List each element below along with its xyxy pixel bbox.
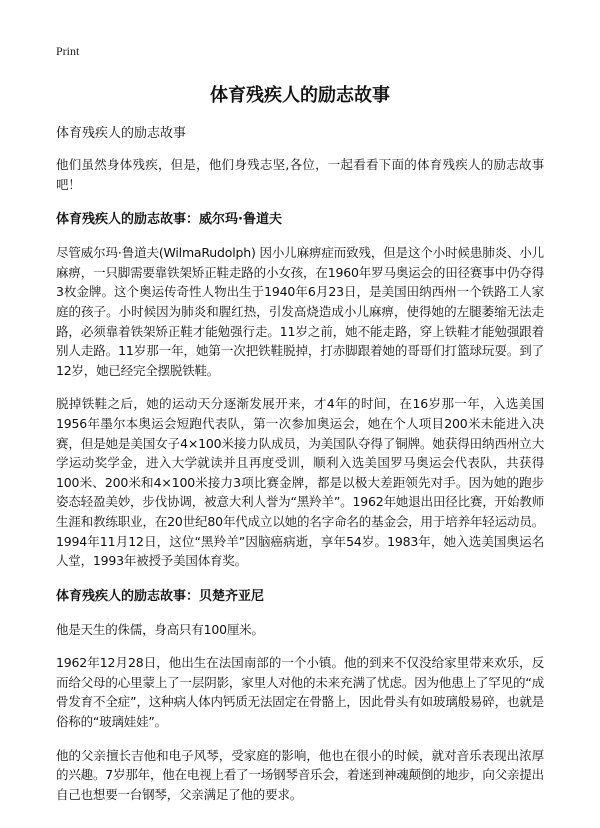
article-subtitle: 体育残疾人的励志故事 xyxy=(56,126,187,141)
section-heading-wilma: 体育残疾人的励志故事：威尔玛·鲁道夫 xyxy=(56,212,282,228)
article-intro: 他们虽然身体残疾，但是，他们身残志坚,各位，一起看看下面的体育残疾人的励志故事吧！ xyxy=(56,157,544,192)
section-heading-petrucciani: 体育残疾人的励志故事：贝楚齐亚尼 xyxy=(56,588,265,604)
page-title: 体育残疾人的励志故事 xyxy=(210,85,390,106)
paragraph: 他的父亲擅长吉他和电子风琴，受家庭的影响，他也在很小的时候，就对音乐表现出浓厚的兴趣。7岁那年，他在电视上看了一场钢琴音乐会，着迷到神魂颠倒的地步，向父亲提出自己也想要一台钢琴，父亲满足了他的要求。 xyxy=(56,747,544,802)
print-link[interactable]: Print xyxy=(56,44,80,58)
paragraph: 脱掉铁鞋之后，她的运动天分逐渐发展开来，才4年的时间，在16岁那一年，入选美国1956年墨尔本奥运会短跑代表队，第一次参加奥运会，她在个人项目200米未能进入决赛，但是她是美国女子4×100米接力队成员，为美国队夺得了铜牌。她获得田纳西州立大学运动奖学金，进入大学就读并且再度受训，顺利入选美国罗马奥运会代表队，共获得100米、200米和4×100米接力3项比赛金牌，都是以极大差距领先对手。因为她的跑步姿态轻盈美妙，步伐协调，被意大利人誉为“黑羚羊”。1962年她退出田径比赛，开始教师生涯和教练职业，在20世纪80年代成立以她的名字命名的基金会，用于培养年轻运动员。1994年11月12日，这位“黑羚羊”因脑癌病逝，享年54岁。1983年，她入选美国奥运名人堂，1993年被授予美国体育奖。 xyxy=(56,396,544,569)
paragraph: 尽管威尔玛·鲁道夫(WilmaRudolph) 因小儿麻痹症而致残，但是这个小时候患肺炎、小儿麻痹，一只脚需要靠铁架矫正鞋走路的小女孩，在1960年罗马奥运会的田径赛事中仍夺得3枚金牌。这个奥运传奇性人物出生于1940年6月23日，是美国田纳西州一个铁路工人家庭的孩子。小时候因为肺炎和腥红热，引发高烧造成小儿麻痹，使得她的左腿萎缩无法走路，必须靠着铁架矫正鞋才能勉强行走。11岁之前，她不能走路，穿上铁鞋才能勉强跟着别人走路。11岁那一年，她第一次把铁鞋脱掉，打赤脚跟着她的哥哥们打篮球玩耍。到了12岁，她已经完全摆脱铁鞋。 xyxy=(56,245,544,378)
paragraph: 1962年12月28日，他出生在法国南部的一个小镇。他的到来不仅没给家里带来欢乐，反而给父母的心里蒙上了一层阴影，家里人对他的未来充满了忧虑。因为他患上了罕见的“成骨发育不全症”，这种病人体内钙质无法固定在骨骼上，因此骨头有如玻璃般易碎，也就是俗称的“玻璃娃娃”。 xyxy=(56,655,544,730)
paragraph: 他是天生的侏儒，身高只有100厘米。 xyxy=(56,621,264,637)
